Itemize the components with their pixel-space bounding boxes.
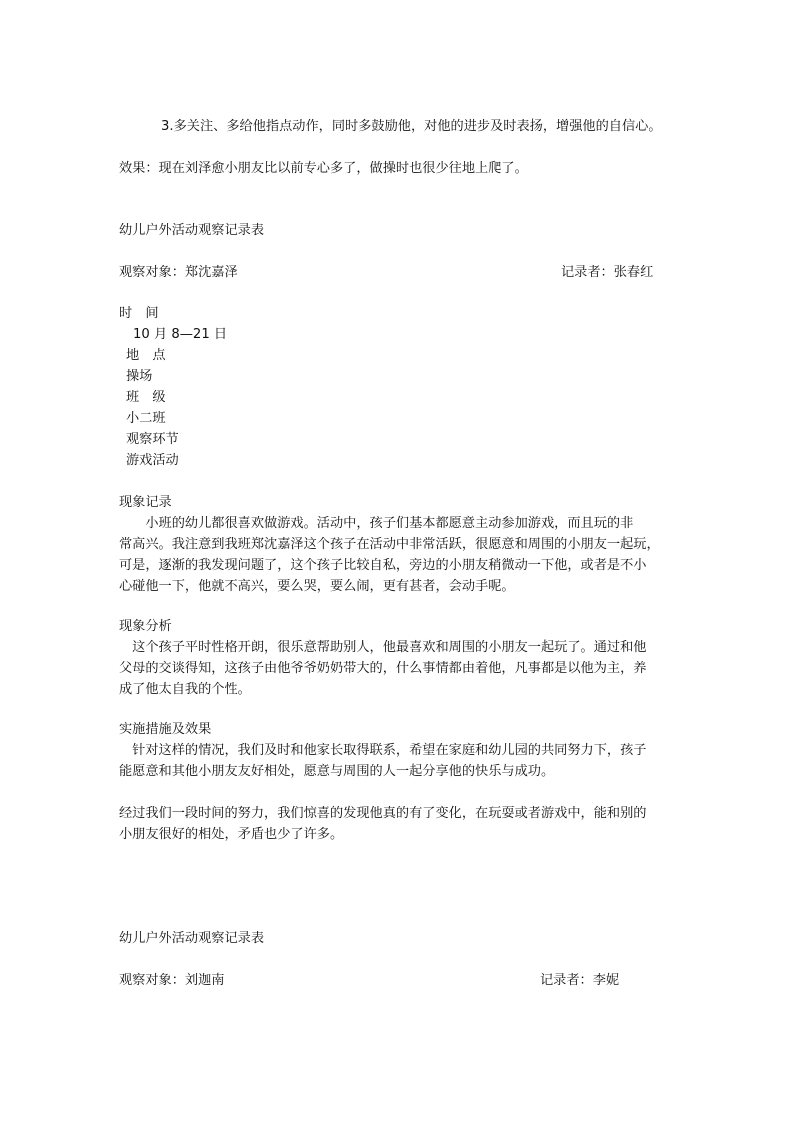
record-line: 可是，逐渐的我发现问题了，这个孩子比较自私，旁边的小朋友稍微动一下他，或者是不小: [119, 558, 647, 573]
observed-subject-2: 观察对象：刘迦南: [119, 973, 225, 988]
observed-subject: 观察对象：郑沈嘉泽: [119, 265, 238, 280]
recorder: 记录者：张春红: [561, 265, 654, 280]
measures-line: 能愿意和其他小朋友友好相处，愿意与周围的人一起分享他的快乐与成功。: [119, 764, 555, 779]
record-line: 小班的幼儿都很喜欢做游戏。活动中，孩子们基本都愿意主动参加游戏，而且玩的非: [119, 516, 634, 531]
analysis-line: 成了他太自我的个性。: [119, 682, 251, 697]
analysis-heading: 现象分析: [119, 619, 172, 634]
result-line: 经过我们一段时间的努力，我们惊喜的发现他真的有了变化，在玩耍或者游戏中，能和别的: [119, 806, 647, 821]
class-label: 班 级: [126, 390, 166, 405]
effect-text: 效果：现在刘泽愈小朋友比以前专心多了，做操时也很少往地上爬了。: [119, 161, 528, 176]
form-title-2: 幼儿户外活动观察记录表: [119, 931, 265, 946]
measures-line: 针对这样的情况，我们及时和他家长取得联系，希望在家庭和幼儿园的共同努力下，孩子: [119, 743, 647, 758]
form-title: 幼儿户外活动观察记录表: [119, 223, 265, 238]
record-line: 心碰他一下，他就不高兴，要么哭，要么闹，更有甚者，会动手呢。: [119, 579, 515, 594]
place-value: 操场: [126, 369, 153, 384]
class-value: 小二班: [126, 411, 166, 426]
record-heading: 现象记录: [119, 495, 172, 510]
analysis-line: 父母的交谈得知，这孩子由他爷爷奶奶带大的，什么事情都由着他，凡事都是以他为主，养: [119, 661, 647, 676]
record-line: 常高兴。我注意到我班郑沈嘉泽这个孩子在活动中非常活跃，很愿意和周围的小朋友一起玩，: [119, 537, 660, 552]
measures-heading: 实施措施及效果: [119, 722, 212, 737]
segment-label: 观察环节: [126, 432, 179, 447]
place-label: 地 点: [126, 348, 166, 363]
analysis-line: 这个孩子平时性格开朗，很乐意帮助别人，他最喜欢和周围的小朋友一起玩了。通过和他: [119, 640, 647, 655]
time-label: 时 间: [119, 306, 159, 321]
segment-value: 游戏活动: [126, 453, 179, 468]
measure-item-3: 3.多关注、多给他指点动作，同时多鼓励他，对他的进步及时表扬，增强他的自信心。: [161, 119, 662, 134]
recorder-2: 记录者：李妮: [540, 973, 620, 988]
result-line: 小朋友很好的相处，矛盾也少了许多。: [119, 827, 344, 842]
time-value: 10 月 8—21 日: [133, 327, 228, 342]
